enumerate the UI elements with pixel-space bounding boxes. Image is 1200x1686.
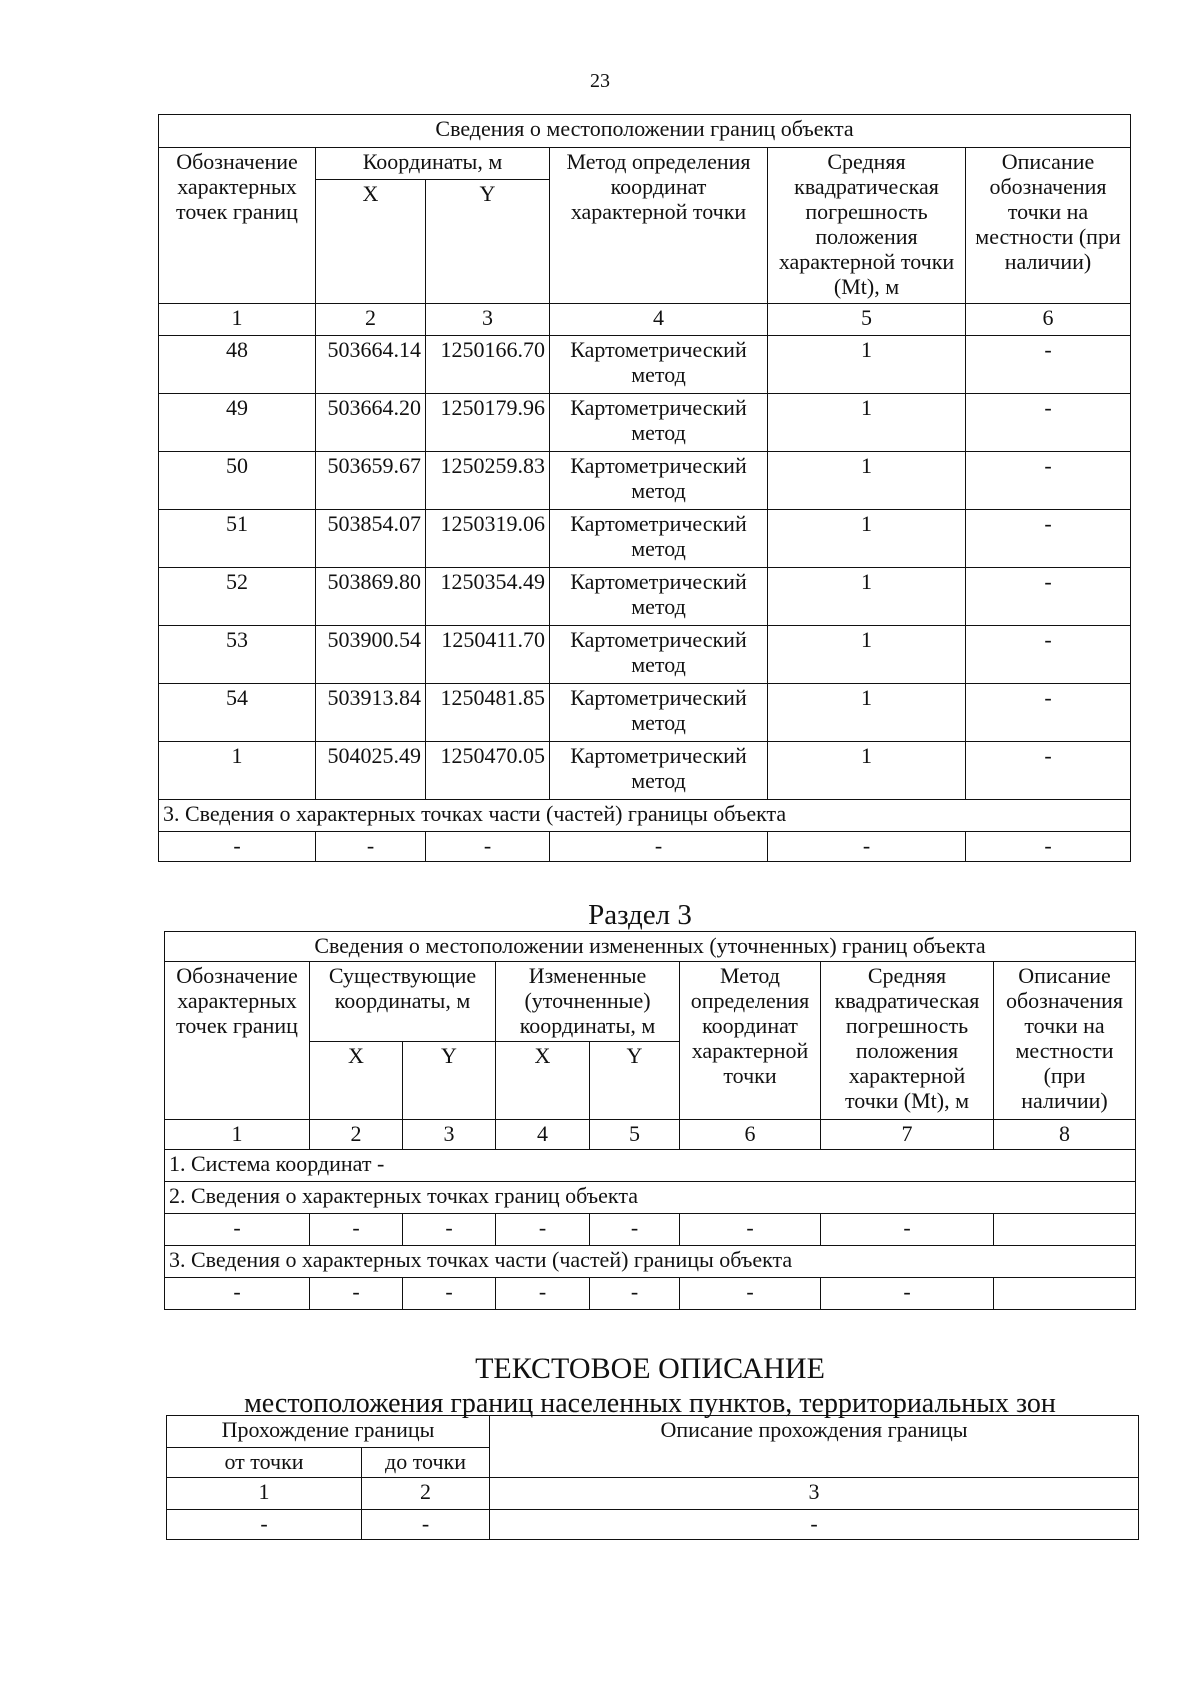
coord-y: 1250411.70 bbox=[426, 626, 550, 684]
header-coordinates: Координаты, м bbox=[316, 148, 550, 180]
empty-cell: - bbox=[590, 1214, 680, 1246]
empty-cell: - bbox=[550, 832, 768, 862]
empty-cell: - bbox=[403, 1278, 496, 1310]
column-number: 2 bbox=[362, 1478, 490, 1510]
column-number: 6 bbox=[680, 1120, 821, 1150]
point-number: 54 bbox=[159, 684, 316, 742]
coord-y: 1250179.96 bbox=[426, 394, 550, 452]
text-description-title: ТЕКСТОВОЕ ОПИСАНИЕ bbox=[475, 1352, 825, 1385]
description: - bbox=[966, 626, 1131, 684]
description: - bbox=[966, 742, 1131, 800]
error-value: 1 bbox=[768, 684, 966, 742]
header-from-point: от точки bbox=[167, 1448, 362, 1478]
text-description-subtitle: местоположения границ населенных пунктов, территориальных зон bbox=[244, 1388, 1056, 1419]
header-x: X bbox=[316, 180, 426, 304]
error-value: 1 bbox=[768, 510, 966, 568]
empty-cell: - bbox=[821, 1278, 994, 1310]
error-value: 1 bbox=[768, 394, 966, 452]
empty-cell: - bbox=[768, 832, 966, 862]
section-row-title: 2. Сведения о характерных точках границ объекта bbox=[165, 1182, 1136, 1214]
column-number: 7 bbox=[821, 1120, 994, 1150]
empty-cell bbox=[994, 1278, 1136, 1310]
column-number: 5 bbox=[590, 1120, 680, 1150]
empty-cell: - bbox=[167, 1510, 362, 1540]
column-number: 1 bbox=[167, 1478, 362, 1510]
header-error: Средняя квадратическая погрешность положения характерной точки (Mt), м bbox=[768, 148, 966, 304]
empty-cell: - bbox=[159, 832, 316, 862]
header-x: X bbox=[496, 1042, 590, 1120]
description: - bbox=[966, 452, 1131, 510]
column-number-row bbox=[159, 304, 1131, 336]
coordinate-system-row: 1. Система координат - bbox=[165, 1150, 1136, 1182]
column-number: 2 bbox=[310, 1120, 403, 1150]
empty-cell: - bbox=[310, 1278, 403, 1310]
coord-x: 503900.54 bbox=[316, 626, 426, 684]
empty-cell: - bbox=[496, 1214, 590, 1246]
empty-cell: - bbox=[680, 1278, 821, 1310]
table-caption: Сведения о местоположении измененных (уточненных) границ объекта bbox=[165, 932, 1136, 962]
column-number: 2 bbox=[316, 304, 426, 336]
header-point-designation: Обозначение характерных точек границ bbox=[159, 148, 316, 304]
empty-cell: - bbox=[316, 832, 426, 862]
section-row-title: 3. Сведения о характерных точках части (частей) границы объекта bbox=[159, 800, 1131, 832]
empty-cell: - bbox=[165, 1214, 310, 1246]
header-changed-coordinates: Измененные (уточненные) координаты, м bbox=[496, 962, 680, 1042]
coord-y: 1250354.49 bbox=[426, 568, 550, 626]
point-number: 53 bbox=[159, 626, 316, 684]
page-number: 23 bbox=[590, 70, 610, 92]
empty-cell: - bbox=[403, 1214, 496, 1246]
empty-cell: - bbox=[490, 1510, 1139, 1540]
description: - bbox=[966, 568, 1131, 626]
method: Картометрический метод bbox=[550, 510, 768, 568]
empty-cell: - bbox=[310, 1214, 403, 1246]
table-row bbox=[159, 832, 1131, 862]
coord-x: 504025.49 bbox=[316, 742, 426, 800]
coord-y: 1250319.06 bbox=[426, 510, 550, 568]
error-value: 1 bbox=[768, 626, 966, 684]
empty-cell: - bbox=[496, 1278, 590, 1310]
coord-x: 503659.67 bbox=[316, 452, 426, 510]
method: Картометрический метод bbox=[550, 394, 768, 452]
point-number: 50 bbox=[159, 452, 316, 510]
column-number: 1 bbox=[165, 1120, 310, 1150]
changed-boundary-table bbox=[164, 931, 1136, 1310]
coord-x: 503869.80 bbox=[316, 568, 426, 626]
header-passage-description: Описание прохождения границы bbox=[490, 1416, 1139, 1478]
coord-x: 503664.20 bbox=[316, 394, 426, 452]
table-row bbox=[159, 742, 1131, 800]
section-title: Раздел 3 bbox=[588, 899, 692, 931]
point-number: 49 bbox=[159, 394, 316, 452]
point-number: 51 bbox=[159, 510, 316, 568]
method: Картометрический метод bbox=[550, 684, 768, 742]
point-number: 52 bbox=[159, 568, 316, 626]
empty-cell: - bbox=[362, 1510, 490, 1540]
point-number: 1 bbox=[159, 742, 316, 800]
error-value: 1 bbox=[768, 742, 966, 800]
empty-cell: - bbox=[821, 1214, 994, 1246]
header-to-point: до точки bbox=[362, 1448, 490, 1478]
header-method: Метод определения координат характерной точки bbox=[680, 962, 821, 1120]
table-row bbox=[159, 452, 1131, 510]
empty-cell: - bbox=[165, 1278, 310, 1310]
header-y: Y bbox=[403, 1042, 496, 1120]
column-number: 1 bbox=[159, 304, 316, 336]
description: - bbox=[966, 684, 1131, 742]
coord-y: 1250166.70 bbox=[426, 336, 550, 394]
table-row bbox=[159, 510, 1131, 568]
column-number: 3 bbox=[426, 304, 550, 336]
table-row bbox=[159, 684, 1131, 742]
column-number-row bbox=[167, 1478, 1139, 1510]
column-number-row bbox=[165, 1120, 1136, 1150]
table-row bbox=[165, 1214, 1136, 1246]
empty-cell: - bbox=[590, 1278, 680, 1310]
coord-x: 503854.07 bbox=[316, 510, 426, 568]
section-row-title: 3. Сведения о характерных точках части (частей) границы объекта bbox=[165, 1246, 1136, 1278]
method: Картометрический метод bbox=[550, 336, 768, 394]
column-number: 8 bbox=[994, 1120, 1136, 1150]
description: - bbox=[966, 394, 1131, 452]
description: - bbox=[966, 336, 1131, 394]
table-row bbox=[159, 336, 1131, 394]
table-row bbox=[167, 1510, 1139, 1540]
coord-x: 503913.84 bbox=[316, 684, 426, 742]
boundary-passage-table bbox=[166, 1415, 1139, 1540]
column-number: 6 bbox=[966, 304, 1131, 336]
method: Картометрический метод bbox=[550, 452, 768, 510]
table-row bbox=[159, 568, 1131, 626]
column-number: 3 bbox=[490, 1478, 1139, 1510]
table-row bbox=[165, 1278, 1136, 1310]
header-description: Описание обозначения точки на местности (при наличии) bbox=[966, 148, 1131, 304]
method: Картометрический метод bbox=[550, 742, 768, 800]
header-method: Метод определения координат характерной точки bbox=[550, 148, 768, 304]
header-y: Y bbox=[426, 180, 550, 304]
empty-cell: - bbox=[680, 1214, 821, 1246]
header-passage: Прохождение границы bbox=[167, 1416, 490, 1448]
coord-x: 503664.14 bbox=[316, 336, 426, 394]
coord-y: 1250470.05 bbox=[426, 742, 550, 800]
column-number: 5 bbox=[768, 304, 966, 336]
error-value: 1 bbox=[768, 336, 966, 394]
empty-cell: - bbox=[966, 832, 1131, 862]
header-existing-coordinates: Существующие координаты, м bbox=[310, 962, 496, 1042]
column-number: 4 bbox=[496, 1120, 590, 1150]
error-value: 1 bbox=[768, 568, 966, 626]
table-caption: Сведения о местоположении границ объекта bbox=[159, 115, 1131, 148]
boundary-location-table bbox=[158, 114, 1131, 862]
column-number: 4 bbox=[550, 304, 768, 336]
coord-y: 1250259.83 bbox=[426, 452, 550, 510]
empty-cell: - bbox=[426, 832, 550, 862]
header-y: Y bbox=[590, 1042, 680, 1120]
point-number: 48 bbox=[159, 336, 316, 394]
column-number: 3 bbox=[403, 1120, 496, 1150]
header-description: Описание обозначения точки на местности (при наличии) bbox=[994, 962, 1136, 1120]
method: Картометрический метод bbox=[550, 568, 768, 626]
error-value: 1 bbox=[768, 452, 966, 510]
header-error: Средняя квадратическая погрешность положения характерной точки (Mt), м bbox=[821, 962, 994, 1120]
table-row bbox=[159, 626, 1131, 684]
description: - bbox=[966, 510, 1131, 568]
method: Картометрический метод bbox=[550, 626, 768, 684]
empty-cell bbox=[994, 1214, 1136, 1246]
header-point-designation: Обозначение характерных точек границ bbox=[165, 962, 310, 1120]
coord-y: 1250481.85 bbox=[426, 684, 550, 742]
table-row bbox=[159, 394, 1131, 452]
header-x: X bbox=[310, 1042, 403, 1120]
